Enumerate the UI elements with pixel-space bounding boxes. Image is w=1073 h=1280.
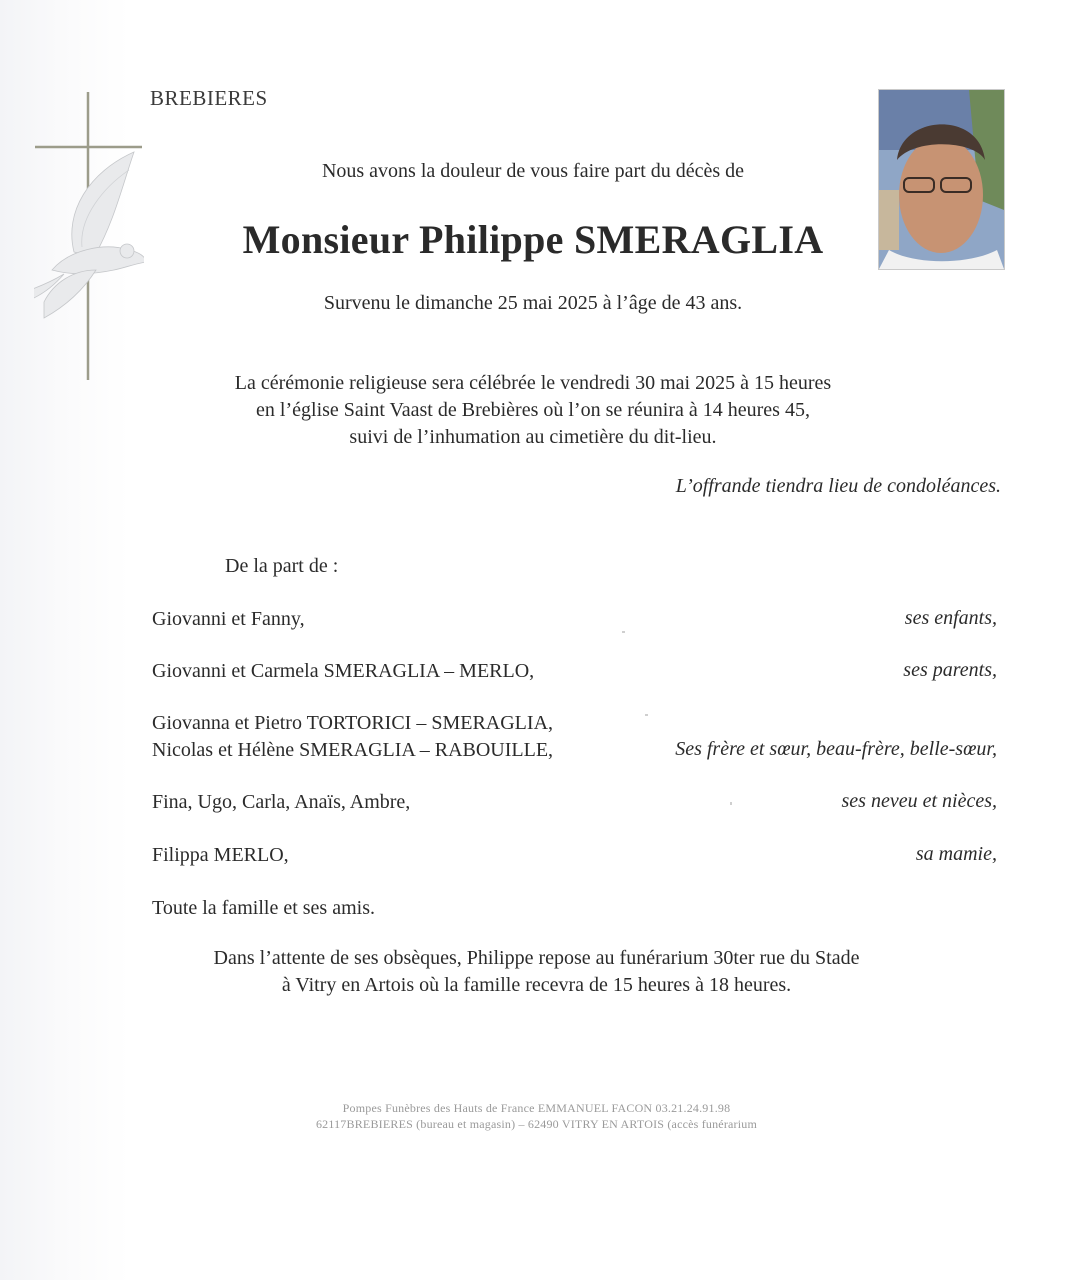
offering-note: L’offrande tiendra lieu de condoléances. bbox=[675, 475, 1001, 497]
family-names bbox=[152, 789, 410, 816]
family-relation: Ses frère et sœur, beau-frère, belle-sœur, bbox=[675, 738, 997, 760]
scan-speck bbox=[730, 802, 732, 805]
scan-speck bbox=[622, 631, 625, 633]
family-names bbox=[152, 710, 553, 764]
scan-speck bbox=[645, 714, 648, 716]
family-names bbox=[152, 658, 534, 685]
family-names bbox=[152, 842, 289, 869]
death-date-line: Survenu le dimanche 25 mai 2025 à l’âge de 43 ans. bbox=[323, 292, 743, 314]
ceremony-line: suivi de l’inhumation au cimetière du dit-lieu. bbox=[349, 426, 717, 448]
family-relation: ses neveu et nièces, bbox=[841, 790, 997, 812]
family-name-line: Filippa MERLO, bbox=[152, 844, 289, 866]
family-intro: De la part de : bbox=[225, 555, 339, 577]
visitation-line: à Vitry en Artois où la famille recevra de 15 heures à 18 heures. bbox=[281, 974, 792, 996]
ceremony-line: La cérémonie religieuse sera célébrée le vendredi 30 mai 2025 à 15 heures bbox=[234, 372, 832, 394]
visitation-line: Dans l’attente de ses obsèques, Philippe repose au funérarium 30ter rue du Stade bbox=[213, 947, 860, 969]
funeral-home-footer bbox=[0, 1100, 1073, 1132]
visitation-details bbox=[0, 945, 1073, 999]
ceremony-line: en l’église Saint Vaast de Brebières où l’on se réunira à 14 heures 45, bbox=[256, 399, 810, 421]
deceased-name: Monsieur Philippe SMERAGLIA bbox=[242, 217, 824, 262]
family-name-line: Fina, Ugo, Carla, Anaïs, Ambre, bbox=[152, 791, 411, 813]
family-name-line: Giovanni et Carmela SMERAGLIA – MERLO, bbox=[152, 660, 535, 682]
town-name: BREBIERES bbox=[150, 86, 268, 110]
family-names bbox=[152, 606, 305, 633]
family-name-line: Giovanna et Pietro TORTORICI – SMERAGLIA, bbox=[152, 712, 554, 734]
footer-line: Pompes Funèbres des Hauts de France EMMANUEL FACON 03.21.24.91.98 bbox=[342, 1101, 731, 1115]
announcement-intro: Nous avons la douleur de vous faire part du décès de bbox=[321, 160, 745, 182]
family-name-line: Giovanni et Fanny, bbox=[152, 608, 305, 630]
family-relation: ses enfants, bbox=[904, 607, 997, 629]
family-relation: ses parents, bbox=[903, 659, 997, 681]
footer-line: 62117BREBIERES (bureau et magasin) – 62490 VITRY EN ARTOIS (accès funérarium bbox=[315, 1117, 758, 1131]
family-name-line: Nicolas et Hélène SMERAGLIA – RABOUILLE, bbox=[152, 739, 554, 761]
family-relation: sa mamie, bbox=[915, 843, 997, 865]
ceremony-details bbox=[0, 370, 1066, 451]
family-closing: Toute la famille et ses amis. bbox=[152, 897, 375, 919]
